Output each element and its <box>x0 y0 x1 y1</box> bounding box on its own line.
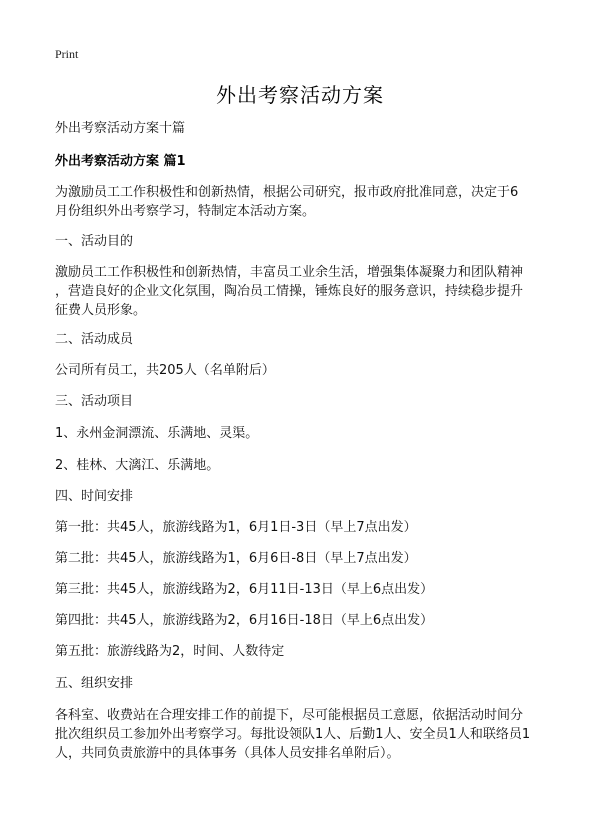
intro-line-2: 月份组织外出考察学习，特制定本活动方案。 <box>55 204 316 219</box>
members-heading: 二、活动成员 <box>55 332 134 347</box>
purpose-line-3: 征费人员形象。 <box>55 303 147 318</box>
document-subtitle: 外出考察活动方案十篇 <box>55 121 186 136</box>
schedule-item: 第四批：共45人，旅游线路为2，6月16日-18日（早上6点出发） <box>55 613 434 628</box>
schedule-item: 第二批：共45人，旅游线路为1，6月6日-8日（早上7点出发） <box>55 551 417 566</box>
schedule-heading: 四、时间安排 <box>55 489 134 504</box>
org-heading: 五、组织安排 <box>55 676 134 691</box>
project-item: 2、桂林、大漓江、乐满地。 <box>55 458 220 473</box>
purpose-line-1: 激励员工工作积极性和创新热情，丰富员工业余生活，增强集体凝聚力和团队精神 <box>55 265 524 280</box>
org-line-1: 各科室、收费站在合理安排工作的前提下，尽可能根据员工意愿，依据活动时间分 <box>55 708 524 723</box>
schedule-item: 第三批：共45人，旅游线路为2，6月11日-13日（早上6点出发） <box>55 582 434 597</box>
org-line-2: 批次组织员工参加外出考察学习。每批设领队1人、后勤1人、安全员1人和联络员1 <box>55 727 531 742</box>
purpose-heading: 一、活动目的 <box>55 234 134 249</box>
purpose-line-2: ，营造良好的企业文化氛围，陶冶员工情操，锤炼良好的服务意识，持续稳步提升 <box>55 284 524 299</box>
document-title: 外出考察活动方案 <box>216 83 384 107</box>
schedule-item: 第一批：共45人，旅游线路为1，6月1日-3日（早上7点出发） <box>55 520 417 535</box>
print-label: Print <box>55 47 79 61</box>
schedule-item: 第五批：旅游线路为2，时间、人数待定 <box>55 644 285 659</box>
project-item: 1、永州金洞漂流、乐满地、灵渠。 <box>55 426 259 441</box>
members-text: 公司所有员工，共205人（名单附后） <box>55 363 275 378</box>
projects-heading: 三、活动项目 <box>55 394 134 409</box>
intro-line-1: 为激励员工工作积极性和创新热情，根据公司研究，报市政府批准同意，决定于6 <box>55 185 519 200</box>
section-heading: 外出考察活动方案 篇1 <box>55 154 186 169</box>
org-line-3: 人，共同负责旅游中的具体事务（具体人员安排名单附后）。 <box>55 746 400 761</box>
